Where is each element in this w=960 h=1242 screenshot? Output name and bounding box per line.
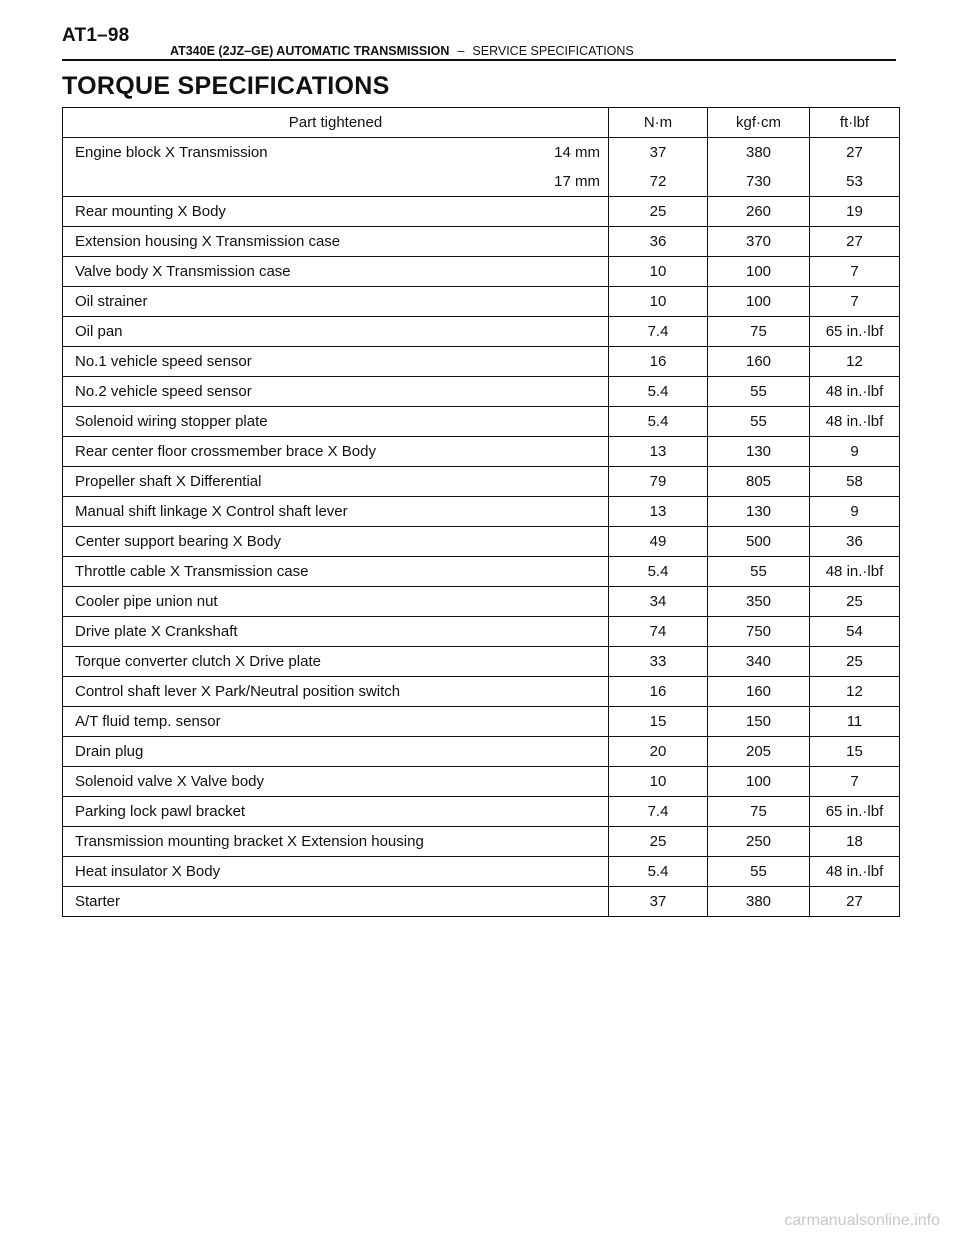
cell-nm: 25	[609, 827, 708, 857]
cell-part: Valve body X Transmission case	[63, 257, 609, 287]
cell-ftlbf: 25	[810, 587, 900, 617]
table-row	[63, 647, 900, 677]
cell-part: Starter	[63, 887, 609, 917]
cell-kgfcm: 75	[708, 317, 810, 347]
cell-nm: 34	[609, 587, 708, 617]
table-row	[63, 767, 900, 797]
cell-nm: 13	[609, 497, 708, 527]
running-header	[170, 44, 634, 58]
cell-nm: 13	[609, 437, 708, 467]
cell-part: Center support bearing X Body	[63, 527, 609, 557]
cell-ftlbf: 11	[810, 707, 900, 737]
cell-nm	[609, 138, 708, 197]
cell-ftlbf: 12	[810, 347, 900, 377]
cell-kgfcm: 380	[708, 887, 810, 917]
value-kgfcm-17mm: 730	[745, 173, 772, 190]
cell-ftlbf: 12	[810, 677, 900, 707]
cell-part: Oil strainer	[63, 287, 609, 317]
page-header	[62, 24, 896, 62]
cell-kgfcm: 75	[708, 797, 810, 827]
cell-kgfcm: 55	[708, 857, 810, 887]
cell-part: Extension housing X Transmission case	[63, 227, 609, 257]
table-row	[63, 257, 900, 287]
table-row	[63, 557, 900, 587]
table-row	[63, 287, 900, 317]
value-ftlbf-17mm: 53	[846, 173, 863, 190]
cell-ftlbf: 65 in.·lbf	[810, 797, 900, 827]
table-row	[63, 527, 900, 557]
table-row	[63, 617, 900, 647]
cell-kgfcm: 130	[708, 497, 810, 527]
table-header-row	[63, 108, 900, 138]
bolt-size-17mm: 17 mm	[554, 173, 600, 190]
cell-nm: 7.4	[609, 797, 708, 827]
table-row	[63, 347, 900, 377]
cell-nm: 37	[609, 887, 708, 917]
cell-ftlbf: 19	[810, 197, 900, 227]
cell-part: Rear mounting X Body	[63, 197, 609, 227]
cell-kgfcm: 100	[708, 287, 810, 317]
table-row	[63, 317, 900, 347]
table-row	[63, 707, 900, 737]
cell-ftlbf: 9	[810, 497, 900, 527]
watermark: carmanualsonline.info	[784, 1212, 940, 1229]
table-row	[63, 437, 900, 467]
cell-ftlbf: 54	[810, 617, 900, 647]
cell-nm: 15	[609, 707, 708, 737]
cell-kgfcm: 160	[708, 347, 810, 377]
cell-nm: 10	[609, 257, 708, 287]
cell-ftlbf: 36	[810, 527, 900, 557]
cell-kgfcm: 55	[708, 557, 810, 587]
cell-part: Solenoid wiring stopper plate	[63, 407, 609, 437]
cell-part: Propeller shaft X Differential	[63, 467, 609, 497]
cell-nm: 5.4	[609, 377, 708, 407]
manual-title: AT340E (2JZ–GE) AUTOMATIC TRANSMISSION	[170, 44, 450, 58]
cell-kgfcm: 370	[708, 227, 810, 257]
header-separator: –	[457, 44, 465, 58]
cell-ftlbf: 48 in.·lbf	[810, 377, 900, 407]
cell-kgfcm: 500	[708, 527, 810, 557]
cell-part: Control shaft lever X Park/Neutral position switch	[63, 677, 609, 707]
cell-nm: 5.4	[609, 857, 708, 887]
cell-nm: 16	[609, 677, 708, 707]
cell-nm: 5.4	[609, 557, 708, 587]
table-row	[63, 737, 900, 767]
column-header-kgfcm: kgf·cm	[708, 108, 810, 138]
cell-kgfcm: 805	[708, 467, 810, 497]
cell-kgfcm: 160	[708, 677, 810, 707]
cell-kgfcm: 55	[708, 377, 810, 407]
column-header-ftlbf: ft·lbf	[810, 108, 900, 138]
cell-nm: 36	[609, 227, 708, 257]
column-header-nm: N·m	[609, 108, 708, 138]
table-row-engine-block	[63, 138, 900, 197]
cell-kgfcm: 260	[708, 197, 810, 227]
cell-ftlbf: 58	[810, 467, 900, 497]
cell-kgfcm: 750	[708, 617, 810, 647]
page-number: AT1–98	[62, 25, 130, 46]
torque-table	[62, 107, 900, 917]
cell-part: Heat insulator X Body	[63, 857, 609, 887]
cell-part: Rear center floor crossmember brace X Body	[63, 437, 609, 467]
cell-part: Torque converter clutch X Drive plate	[63, 647, 609, 677]
table-row	[63, 677, 900, 707]
cell-nm: 79	[609, 467, 708, 497]
bolt-size-14mm: 14 mm	[554, 144, 600, 161]
table-row	[63, 857, 900, 887]
column-header-part: Part tightened	[63, 108, 609, 138]
cell-part	[63, 138, 609, 197]
table-row	[63, 227, 900, 257]
cell-part: Throttle cable X Transmission case	[63, 557, 609, 587]
cell-part: No.1 vehicle speed sensor	[63, 347, 609, 377]
cell-kgfcm: 340	[708, 647, 810, 677]
table-row	[63, 377, 900, 407]
cell-nm: 10	[609, 767, 708, 797]
cell-ftlbf: 48 in.·lbf	[810, 557, 900, 587]
cell-kgfcm: 150	[708, 707, 810, 737]
cell-ftlbf: 7	[810, 287, 900, 317]
cell-ftlbf: 27	[810, 887, 900, 917]
cell-nm: 7.4	[609, 317, 708, 347]
cell-part: Transmission mounting bracket X Extension housing	[63, 827, 609, 857]
part-label: Engine block X Transmission	[75, 144, 268, 161]
cell-kgfcm: 100	[708, 767, 810, 797]
cell-part: A/T fluid temp. sensor	[63, 707, 609, 737]
value-ftlbf-14mm: 27	[846, 144, 863, 161]
cell-ftlbf: 48 in.·lbf	[810, 407, 900, 437]
cell-part: No.2 vehicle speed sensor	[63, 377, 609, 407]
page-title: TORQUE SPECIFICATIONS	[62, 72, 390, 100]
cell-nm: 5.4	[609, 407, 708, 437]
cell-nm: 25	[609, 197, 708, 227]
cell-kgfcm: 55	[708, 407, 810, 437]
cell-nm: 74	[609, 617, 708, 647]
cell-part: Solenoid valve X Valve body	[63, 767, 609, 797]
cell-part: Manual shift linkage X Control shaft lever	[63, 497, 609, 527]
cell-part: Cooler pipe union nut	[63, 587, 609, 617]
table-row	[63, 467, 900, 497]
cell-nm: 16	[609, 347, 708, 377]
cell-part: Oil pan	[63, 317, 609, 347]
cell-ftlbf: 7	[810, 257, 900, 287]
cell-part: Drive plate X Crankshaft	[63, 617, 609, 647]
cell-kgfcm: 205	[708, 737, 810, 767]
table-row	[63, 497, 900, 527]
cell-ftlbf: 48 in.·lbf	[810, 857, 900, 887]
cell-kgfcm	[708, 138, 810, 197]
cell-kgfcm: 250	[708, 827, 810, 857]
cell-nm: 49	[609, 527, 708, 557]
table-row	[63, 197, 900, 227]
table-row	[63, 827, 900, 857]
value-nm-14mm: 37	[649, 144, 667, 161]
cell-nm: 20	[609, 737, 708, 767]
table-row	[63, 587, 900, 617]
table-row	[63, 887, 900, 917]
cell-nm: 10	[609, 287, 708, 317]
cell-part: Parking lock pawl bracket	[63, 797, 609, 827]
cell-ftlbf: 27	[810, 227, 900, 257]
cell-part: Drain plug	[63, 737, 609, 767]
cell-ftlbf: 25	[810, 647, 900, 677]
cell-ftlbf	[810, 138, 900, 197]
value-kgfcm-14mm: 380	[745, 144, 772, 161]
table-row	[63, 407, 900, 437]
section-name: SERVICE SPECIFICATIONS	[472, 44, 634, 58]
header-rule	[62, 59, 896, 61]
value-nm-17mm: 72	[649, 173, 667, 190]
cell-ftlbf: 18	[810, 827, 900, 857]
cell-ftlbf: 65 in.·lbf	[810, 317, 900, 347]
cell-ftlbf: 7	[810, 767, 900, 797]
cell-kgfcm: 130	[708, 437, 810, 467]
cell-ftlbf: 9	[810, 437, 900, 467]
cell-kgfcm: 350	[708, 587, 810, 617]
cell-ftlbf: 15	[810, 737, 900, 767]
cell-kgfcm: 100	[708, 257, 810, 287]
table-row	[63, 797, 900, 827]
cell-nm: 33	[609, 647, 708, 677]
